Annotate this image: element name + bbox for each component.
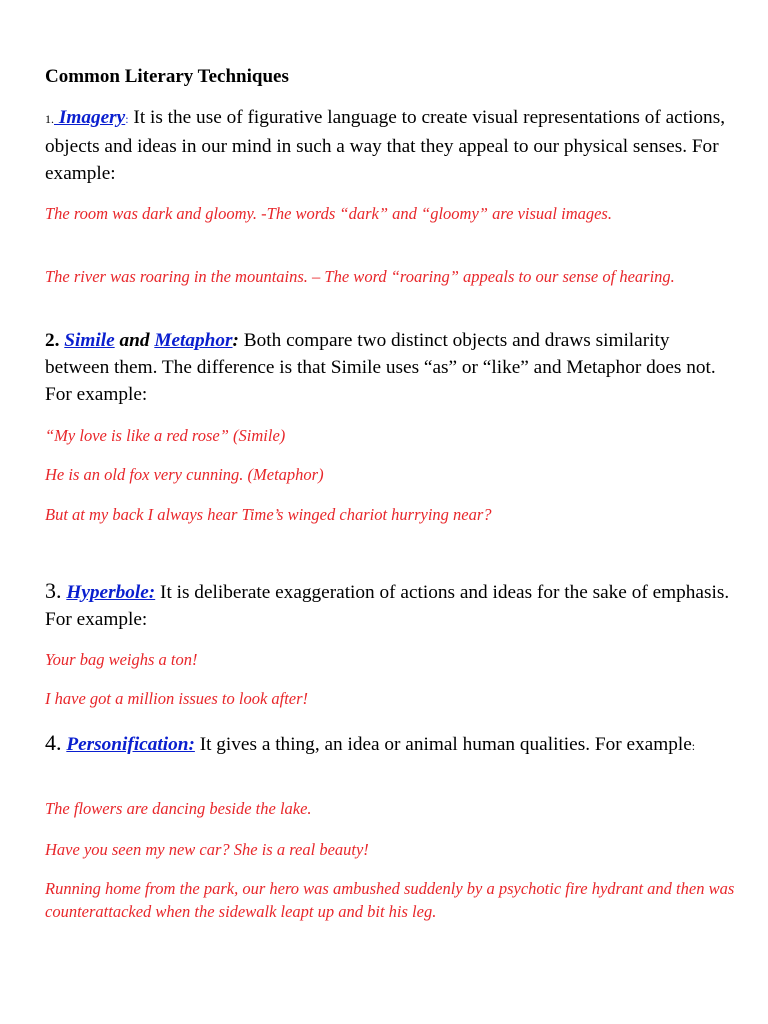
section-body: It is the use of figurative language to create visual representations of actions, objects and ideas in our mind in such a way that they appeal to our physical senses. For example: [45,107,726,184]
term-simile: Simile [64,330,115,351]
section-personification [45,729,735,760]
term-colon: : [125,112,129,126]
example-imagery-2: The river was roaring in the mountains. – The word “roaring” appeals to our sense of hearing. [45,267,675,286]
section-number: 2. [45,330,60,351]
document-title: Common Literary Techniques [45,66,289,87]
example-personification-3: Running home from the park, our hero was ambushed suddenly by a psychotic fire hydrant and then was counterattacked when the sidewalk leapt up and bit his leg. [45,879,735,921]
and-word: and [119,330,150,351]
term-hyperbole: Hyperbole: [66,582,156,603]
section-number: 3. [45,578,62,603]
example-personification-1: The flowers are dancing beside the lake. [45,799,312,818]
term-metaphor: Metaphor [154,330,233,351]
example-imagery-1: The room was dark and gloomy. -The words “dark” and “gloomy” are visual images. [45,204,612,223]
term-imagery: Imagery [54,107,126,128]
example-metaphor-2: But at my back I always hear Time’s winged chariot hurrying near? [45,505,492,524]
section-simile-metaphor [45,327,735,408]
term-personification: Personification: [66,734,195,755]
section-imagery [45,104,735,187]
section-number: 1. [45,112,54,126]
example-personification-2: Have you seen my new car? She is a real beauty! [45,840,369,859]
example-metaphor-1: He is an old fox very cunning. (Metaphor) [45,465,324,484]
section-body: It gives a thing, an idea or animal human qualities. For example [194,734,692,755]
section-body: It is deliberate exaggeration of actions and ideas for the sake of emphasis. For example: [45,582,730,630]
section-body: Both compare two distinct objects and draws similarity between them. The difference is that Simile uses “as” or “like” and Metaphor does not. For example: [45,330,716,405]
example-hyperbole-1: Your bag weighs a ton! [45,650,198,669]
section-hyperbole [45,577,735,633]
example-hyperbole-2: I have got a million issues to look after! [45,689,309,708]
example-simile-1: “My love is like a red rose” (Simile) [45,426,286,445]
section-number: 4. [45,730,62,755]
body-colon: : [691,739,696,753]
term-colon: : [232,330,239,351]
